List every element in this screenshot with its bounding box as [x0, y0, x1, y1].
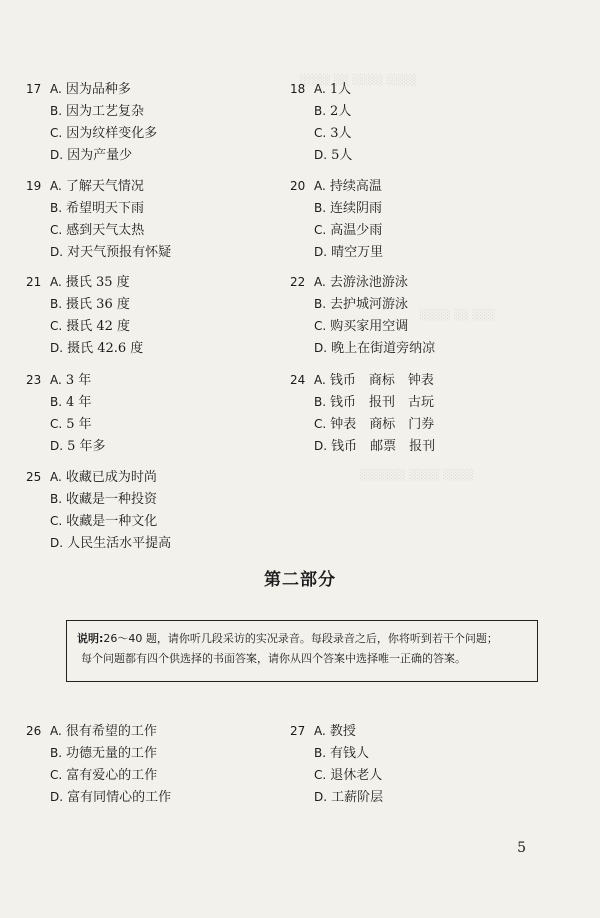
option-d[interactable]: D. 工薪阶层 — [314, 790, 384, 805]
option-a[interactable]: A. 了解天气情况 — [50, 179, 144, 194]
option-c[interactable]: C. 因为纹样变化多 — [50, 126, 158, 141]
option-d[interactable]: D. 人民生活水平提高 — [50, 536, 172, 551]
question-number: 27 — [290, 724, 306, 738]
question-number: 19 — [26, 179, 42, 193]
option-a[interactable]: A. 1人 — [314, 82, 352, 97]
option-c[interactable]: C. 退休老人 — [314, 768, 383, 783]
option-c[interactable]: C. 3人 — [314, 126, 352, 141]
bleed-through-text: ░░░░░░ ░░░░ ░░░░ — [360, 470, 475, 481]
option-d[interactable]: D. 对天气预报有怀疑 — [50, 245, 172, 260]
option-c[interactable]: C. 摄氏 42 度 — [50, 319, 131, 334]
option-a[interactable]: A. 因为品种多 — [50, 82, 131, 97]
option-a[interactable]: A. 去游泳池游泳 — [314, 275, 408, 290]
question-number: 26 — [26, 724, 42, 738]
option-c[interactable]: C. 收藏是一种文化 — [50, 514, 158, 529]
question-number: 20 — [290, 179, 306, 193]
instructions-line-1: 说明:26～40 题，请你听几段采访的实况录音。每段录音之后，你将听到若干个问题； — [77, 632, 498, 645]
question-number: 24 — [290, 373, 306, 387]
option-c[interactable]: C. 钟表 商标 门券 — [314, 417, 435, 432]
option-a[interactable]: A. 摄氏 35 度 — [50, 275, 130, 290]
bleed-through-text: ░░░░ ░░ ░░░░ ░░░░ — [300, 75, 418, 86]
option-b[interactable]: B. 连续阴雨 — [314, 201, 383, 216]
question-number: 22 — [290, 275, 306, 289]
option-a[interactable]: A. 钱币 商标 钟表 — [314, 373, 434, 388]
question-number: 25 — [26, 470, 42, 484]
option-b[interactable]: B. 收藏是一种投资 — [50, 492, 158, 507]
option-d[interactable]: D. 晴空万里 — [314, 245, 384, 260]
option-b[interactable]: B. 功德无量的工作 — [50, 746, 158, 761]
instructions-line-2: 每个问题都有四个供选择的书面答案，请你从四个答案中选择唯一正确的答案。 — [81, 652, 466, 665]
option-b[interactable]: B. 2人 — [314, 104, 352, 119]
option-c[interactable]: C. 购买家用空调 — [314, 319, 409, 334]
option-c[interactable]: C. 感到天气太热 — [50, 223, 145, 238]
option-a[interactable]: A. 持续高温 — [314, 179, 382, 194]
option-b[interactable]: B. 4 年 — [50, 395, 92, 410]
option-b[interactable]: B. 摄氏 36 度 — [50, 297, 130, 312]
option-d[interactable]: D. 因为产量少 — [50, 148, 133, 163]
question-number: 18 — [290, 82, 306, 96]
option-b[interactable]: B. 去护城河游泳 — [314, 297, 409, 312]
option-a[interactable]: A. 3 年 — [50, 373, 92, 388]
section-title: 第二部分 — [264, 570, 336, 590]
instructions-box — [66, 620, 538, 682]
option-d[interactable]: D. 晚上在街道旁纳凉 — [314, 341, 436, 356]
question-number: 21 — [26, 275, 42, 289]
page-number: 5 — [517, 840, 526, 856]
bleed-through-text: ░░░░ ░░ ░░░ — [420, 310, 496, 321]
option-b[interactable]: B. 钱币 报刊 古玩 — [314, 395, 435, 410]
option-d[interactable]: D. 5人 — [314, 148, 353, 163]
question-number: 17 — [26, 82, 42, 96]
option-d[interactable]: D. 钱币 邮票 报刊 — [314, 439, 436, 454]
option-b[interactable]: B. 有钱人 — [314, 746, 370, 761]
option-d[interactable]: D. 5 年多 — [50, 439, 106, 454]
option-c[interactable]: C. 富有爱心的工作 — [50, 768, 158, 783]
option-b[interactable]: B. 希望明天下雨 — [50, 201, 145, 216]
option-d[interactable]: D. 摄氏 42.6 度 — [50, 341, 144, 356]
option-c[interactable]: C. 5 年 — [50, 417, 92, 432]
option-a[interactable]: A. 收藏已成为时尚 — [50, 470, 157, 485]
option-a[interactable]: A. 教授 — [314, 724, 356, 739]
question-number: 23 — [26, 373, 42, 387]
option-c[interactable]: C. 高温少雨 — [314, 223, 383, 238]
option-b[interactable]: B. 因为工艺复杂 — [50, 104, 145, 119]
option-a[interactable]: A. 很有希望的工作 — [50, 724, 157, 739]
option-d[interactable]: D. 富有同情心的工作 — [50, 790, 172, 805]
